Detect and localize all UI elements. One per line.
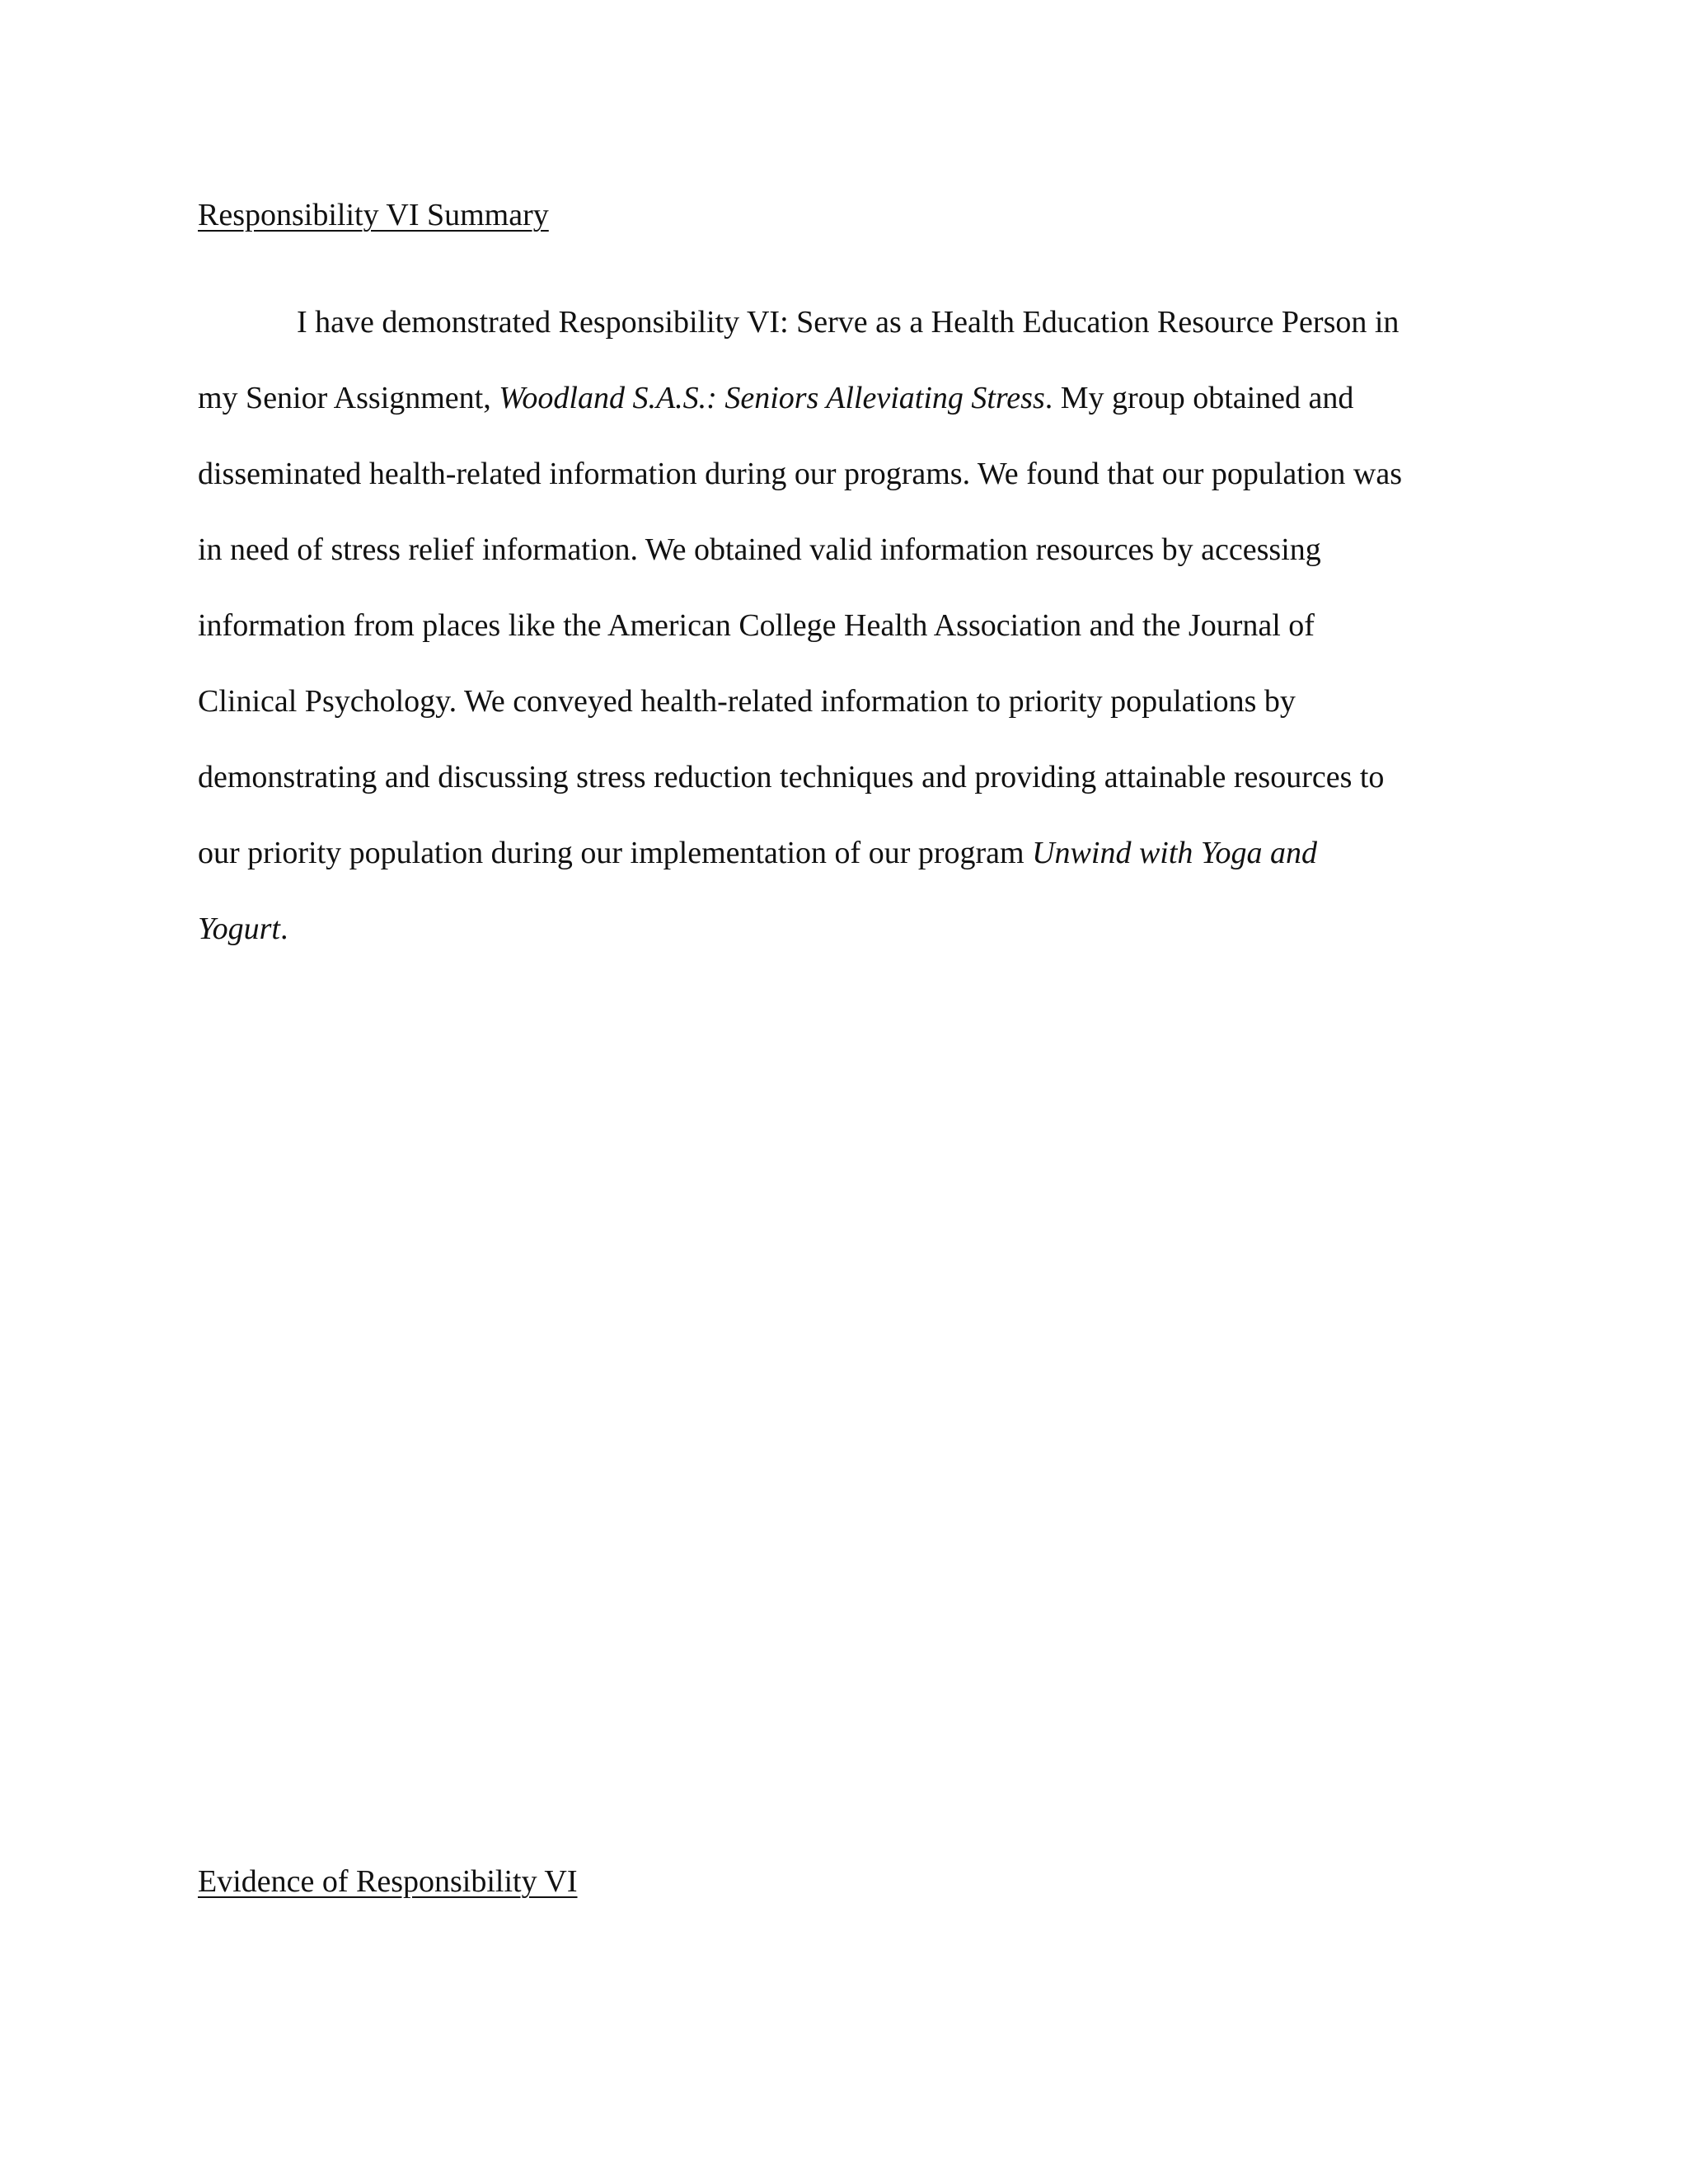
paragraph-line [198,360,1492,436]
paragraph-line [198,588,1492,663]
paragraph-text: . [280,912,288,946]
program-title: Unwind with Yoga and [1032,836,1318,870]
paragraph-text: I have demonstrated Responsibility VI: Serve as a Health Education Resource Person in [297,305,1400,340]
paragraph-line [198,663,1492,739]
assignment-title: Woodland S.A.S.: Seniors Alleviating Stress [499,381,1045,415]
paragraph-line [198,512,1492,588]
evidence-heading: Evidence of Responsibility VI [198,1864,578,1899]
program-title-end: Yogurt [198,912,280,946]
paragraph-line [198,739,1492,815]
paragraph-text: . My group obtained and [1044,381,1354,415]
summary-paragraph [198,284,1492,967]
paragraph-line [198,891,1492,967]
paragraph-text: my Senior Assignment, [198,381,499,415]
paragraph-line [198,436,1492,512]
paragraph-text: demonstrating and discussing stress reduction techniques and providing attainable resources to [198,760,1385,794]
paragraph-text: Clinical Psychology. We conveyed health-related information to priority populations by [198,684,1296,719]
paragraph-text: disseminated health-related information during our programs. We found that our population was [198,457,1402,491]
summary-heading: Responsibility VI Summary [198,198,549,232]
paragraph-line [198,815,1492,891]
paragraph-line [198,284,1492,360]
paragraph-text: our priority population during our implementation of our program [198,836,1033,870]
paragraph-text: information from places like the American College Health Association and the Journal of [198,608,1315,643]
paragraph-text: in need of stress relief information. We obtained valid information resources by accessing [198,532,1321,567]
